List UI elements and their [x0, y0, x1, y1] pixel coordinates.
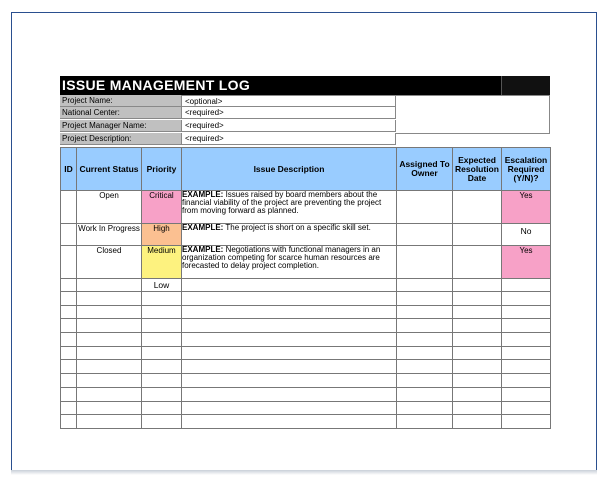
- description-text: Issues raised by board members about the financial viability of the project are preventing the project from moving forward as planned.: [182, 190, 382, 215]
- cell-date[interactable]: [453, 401, 502, 415]
- cell-owner[interactable]: [397, 279, 453, 292]
- table-row-empty: [61, 333, 551, 347]
- cell-id[interactable]: [61, 191, 77, 224]
- info-label-national-center: National Center:: [60, 107, 181, 119]
- cell-escalation[interactable]: [502, 360, 551, 374]
- cell-description[interactable]: [182, 374, 397, 388]
- cell-id[interactable]: [61, 415, 77, 429]
- cell-date[interactable]: [453, 279, 502, 292]
- cell-status[interactable]: [77, 333, 142, 347]
- cell-status[interactable]: Work In Progress: [77, 224, 142, 246]
- cell-id[interactable]: [61, 346, 77, 360]
- cell-priority[interactable]: [142, 292, 182, 306]
- cell-description[interactable]: [182, 415, 397, 429]
- cell-priority[interactable]: [142, 415, 182, 429]
- cell-date[interactable]: [453, 292, 502, 306]
- cell-owner[interactable]: [397, 246, 453, 279]
- header-escalation: Escalation Required (Y/N)?: [502, 148, 551, 191]
- table-row-empty: [61, 346, 551, 360]
- cell-priority[interactable]: [142, 360, 182, 374]
- table-row-empty: [61, 374, 551, 388]
- cell-escalation[interactable]: Yes: [502, 191, 551, 224]
- cell-owner[interactable]: [397, 191, 453, 224]
- cell-priority[interactable]: [142, 333, 182, 347]
- cell-date[interactable]: [453, 191, 502, 224]
- cell-escalation[interactable]: [502, 319, 551, 333]
- description-example-label: EXAMPLE:: [182, 245, 224, 254]
- cell-status[interactable]: [77, 401, 142, 415]
- cell-priority[interactable]: [142, 319, 182, 333]
- header-owner: Assigned To Owner: [397, 148, 453, 191]
- cell-description[interactable]: [182, 292, 397, 306]
- cell-date[interactable]: [453, 333, 502, 347]
- cell-escalation[interactable]: [502, 305, 551, 319]
- cell-owner[interactable]: [397, 360, 453, 374]
- cell-date[interactable]: [453, 360, 502, 374]
- cell-id[interactable]: [61, 224, 77, 246]
- table-row-empty: [61, 319, 551, 333]
- info-label-project-manager: Project Manager Name:: [60, 120, 181, 132]
- cell-escalation[interactable]: [502, 346, 551, 360]
- cell-description[interactable]: [182, 346, 397, 360]
- log-title-text: ISSUE MANAGEMENT LOG: [62, 77, 251, 93]
- log-title: [60, 76, 550, 95]
- cell-escalation[interactable]: [502, 374, 551, 388]
- description-text: The project is short on a specific skill set.: [223, 223, 371, 232]
- table-row-empty: [61, 292, 551, 306]
- cell-id[interactable]: [61, 319, 77, 333]
- header-priority: Priority: [142, 148, 182, 191]
- cell-id[interactable]: [61, 305, 77, 319]
- cell-priority[interactable]: Critical: [142, 191, 182, 224]
- cell-priority[interactable]: High: [142, 224, 182, 246]
- cell-escalation[interactable]: [502, 279, 551, 292]
- cell-date[interactable]: [453, 415, 502, 429]
- info-label-project-description: Project Description:: [60, 133, 181, 145]
- cell-id[interactable]: [61, 246, 77, 279]
- cell-status[interactable]: Closed: [77, 246, 142, 279]
- cell-owner[interactable]: [397, 319, 453, 333]
- cell-escalation[interactable]: [502, 415, 551, 429]
- header-status: Current Status: [77, 148, 142, 191]
- info-value-project-name[interactable]: <optional>: [181, 95, 396, 107]
- cell-status[interactable]: [77, 374, 142, 388]
- header-id: ID: [61, 148, 77, 191]
- description-example-label: EXAMPLE:: [182, 223, 224, 232]
- cell-priority[interactable]: [142, 387, 182, 401]
- cell-owner[interactable]: [397, 305, 453, 319]
- cell-status[interactable]: [77, 305, 142, 319]
- cell-owner[interactable]: [397, 346, 453, 360]
- cell-priority[interactable]: [142, 346, 182, 360]
- cell-date[interactable]: [453, 346, 502, 360]
- table-row: [61, 279, 551, 292]
- cell-status[interactable]: [77, 319, 142, 333]
- cell-description[interactable]: [182, 401, 397, 415]
- header-row: [61, 148, 551, 191]
- cell-escalation[interactable]: [502, 333, 551, 347]
- cell-date[interactable]: [453, 246, 502, 279]
- info-right-box: [396, 95, 550, 134]
- table-row-empty: [61, 305, 551, 319]
- cell-escalation[interactable]: Yes: [502, 246, 551, 279]
- cell-description[interactable]: [182, 246, 397, 279]
- cell-status[interactable]: [77, 415, 142, 429]
- cell-id[interactable]: [61, 333, 77, 347]
- cell-escalation[interactable]: [502, 387, 551, 401]
- table-row-empty: [61, 387, 551, 401]
- info-value-project-description[interactable]: <required>: [181, 133, 396, 145]
- cell-status[interactable]: [77, 292, 142, 306]
- description-text: Negotiations with functional managers in an organization competing for scarce human resources are forecasted to delay project completion.: [182, 245, 381, 270]
- cell-owner[interactable]: [397, 224, 453, 246]
- cell-description[interactable]: [182, 191, 397, 224]
- cell-owner[interactable]: [397, 333, 453, 347]
- table-row: [61, 246, 551, 279]
- table-row-empty: [61, 415, 551, 429]
- cell-priority[interactable]: [142, 374, 182, 388]
- cell-date[interactable]: [453, 224, 502, 246]
- cell-priority[interactable]: Low: [142, 279, 182, 292]
- cell-owner[interactable]: [397, 374, 453, 388]
- cell-escalation[interactable]: [502, 292, 551, 306]
- cell-status[interactable]: [77, 387, 142, 401]
- info-value-national-center[interactable]: <required>: [181, 107, 396, 119]
- cell-owner[interactable]: [397, 401, 453, 415]
- description-example-label: EXAMPLE:: [182, 190, 224, 199]
- table-body: [61, 191, 551, 429]
- cell-description[interactable]: [182, 333, 397, 347]
- issue-log-table: [60, 147, 551, 429]
- info-value-project-manager[interactable]: <required>: [181, 120, 396, 132]
- info-label-project-name: Project Name:: [60, 95, 181, 107]
- cell-id[interactable]: [61, 292, 77, 306]
- cell-date[interactable]: [453, 387, 502, 401]
- cell-priority[interactable]: Medium: [142, 246, 182, 279]
- cell-escalation[interactable]: [502, 401, 551, 415]
- cell-id[interactable]: [61, 374, 77, 388]
- cell-date[interactable]: [453, 374, 502, 388]
- header-date: Expected Resolution Date: [453, 148, 502, 191]
- cell-id[interactable]: [61, 279, 77, 292]
- cell-description[interactable]: [182, 305, 397, 319]
- cell-priority[interactable]: [142, 401, 182, 415]
- cell-escalation[interactable]: No: [502, 224, 551, 246]
- title-bar-end: [501, 76, 550, 95]
- cell-priority[interactable]: [142, 305, 182, 319]
- cell-status[interactable]: [77, 346, 142, 360]
- table-row-empty: [61, 360, 551, 374]
- cell-status[interactable]: [77, 360, 142, 374]
- cell-description[interactable]: [182, 279, 397, 292]
- cell-status[interactable]: Open: [77, 191, 142, 224]
- frame-shadow: [11, 470, 597, 475]
- cell-date[interactable]: [453, 305, 502, 319]
- header-description: Issue Description: [182, 148, 397, 191]
- cell-status[interactable]: [77, 279, 142, 292]
- cell-description[interactable]: [182, 319, 397, 333]
- cell-description[interactable]: [182, 360, 397, 374]
- cell-description[interactable]: [182, 224, 397, 246]
- cell-id[interactable]: [61, 401, 77, 415]
- cell-date[interactable]: [453, 319, 502, 333]
- cell-description[interactable]: [182, 387, 397, 401]
- cell-id[interactable]: [61, 360, 77, 374]
- table-row: [61, 224, 551, 246]
- table-row: [61, 191, 551, 224]
- cell-id[interactable]: [61, 387, 77, 401]
- table-row-empty: [61, 401, 551, 415]
- cell-owner[interactable]: [397, 292, 453, 306]
- cell-owner[interactable]: [397, 415, 453, 429]
- cell-owner[interactable]: [397, 387, 453, 401]
